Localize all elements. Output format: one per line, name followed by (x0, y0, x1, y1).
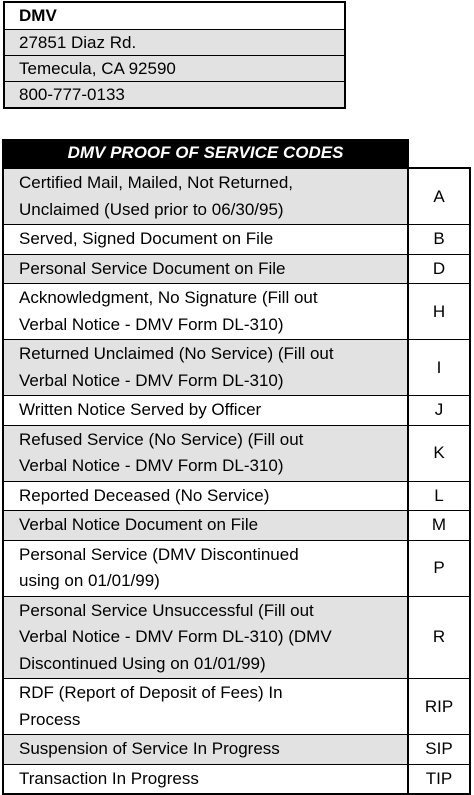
code-row (4, 540, 469, 596)
code-description (4, 482, 409, 511)
code-description-line: Served, Signed Document on File (19, 229, 274, 248)
code-description-line: RDF (Report of Deposit of Fees) In (19, 683, 283, 702)
code-description-line: Refused Service (No Service) (Fill out (19, 429, 304, 449)
code-row (4, 764, 469, 794)
code-value: P (409, 541, 469, 596)
code-description-line: Verbal Notice Document on File (19, 515, 259, 534)
code-description-line: Certified Mail, Mailed, Not Returned, (19, 173, 294, 192)
address-street: 27851 Diaz Rd. (5, 29, 344, 55)
address-title: DMV (5, 3, 344, 29)
code-row (4, 224, 469, 254)
code-description (4, 225, 409, 254)
code-value: A (409, 169, 469, 224)
code-value: B (409, 225, 469, 254)
code-description (4, 541, 409, 596)
dmv-address-box (3, 1, 346, 109)
code-row (4, 339, 469, 395)
code-description-line: Verbal Notice - DMV Form DL-310) (DMV (19, 627, 332, 646)
code-value: K (409, 426, 469, 481)
code-row (4, 254, 469, 284)
code-value: RIP (409, 679, 469, 734)
code-value: L (409, 482, 469, 511)
code-value: TIP (409, 765, 469, 794)
code-value: I (409, 340, 469, 395)
code-row (4, 734, 469, 764)
code-description (4, 597, 409, 679)
code-description (4, 426, 409, 481)
code-row (4, 596, 469, 679)
address-city: Temecula, CA 92590 (5, 55, 344, 81)
codes-table (2, 167, 471, 795)
codes-table-header: DMV PROOF OF SERVICE CODES (2, 139, 409, 167)
code-value: H (409, 284, 469, 339)
code-value: M (409, 511, 469, 540)
code-value: J (409, 396, 469, 425)
code-row (4, 169, 469, 224)
code-description (4, 765, 409, 794)
code-description-line: Verbal Notice - DMV Form DL-310) (19, 456, 284, 475)
code-description-line: Transaction In Progress (19, 768, 199, 788)
code-description-line: Personal Service Document on File (19, 258, 286, 278)
code-description (4, 340, 409, 395)
code-row (4, 425, 469, 481)
code-description-line: Discontinued Using on 01/01/99) (19, 653, 266, 673)
code-description-line: Reported Deceased (No Service) (19, 485, 270, 505)
code-description-line: using on 01/01/99) (19, 571, 160, 590)
code-description (4, 735, 409, 764)
code-value: D (409, 255, 469, 284)
code-description (4, 255, 409, 284)
code-description (4, 396, 409, 425)
code-description (4, 679, 409, 734)
code-row (4, 283, 469, 339)
code-description-line: Suspension of Service In Progress (19, 739, 280, 758)
code-description (4, 169, 409, 224)
code-row (4, 510, 469, 540)
address-phone: 800-777-0133 (5, 81, 344, 107)
code-value: R (409, 597, 469, 679)
code-description-line: Personal Service Unsuccessful (Fill out (19, 600, 314, 620)
code-row (4, 481, 469, 511)
code-description-line: Unclaimed (Used prior to 06/30/95) (19, 199, 284, 219)
code-description (4, 284, 409, 339)
code-row (4, 678, 469, 734)
code-description-line: Written Notice Served by Officer (19, 400, 262, 419)
code-description-line: Acknowledgment, No Signature (Fill out (19, 288, 318, 307)
code-row (4, 395, 469, 425)
code-description-line: Verbal Notice - DMV Form DL-310) (19, 314, 284, 334)
code-description-line: Returned Unclaimed (No Service) (Fill out (19, 344, 334, 363)
code-value: SIP (409, 735, 469, 764)
code-description-line: Process (19, 709, 81, 729)
code-description-line: Verbal Notice - DMV Form DL-310) (19, 370, 284, 390)
code-description-line: Personal Service (DMV Discontinued (19, 544, 299, 564)
code-description (4, 511, 409, 540)
